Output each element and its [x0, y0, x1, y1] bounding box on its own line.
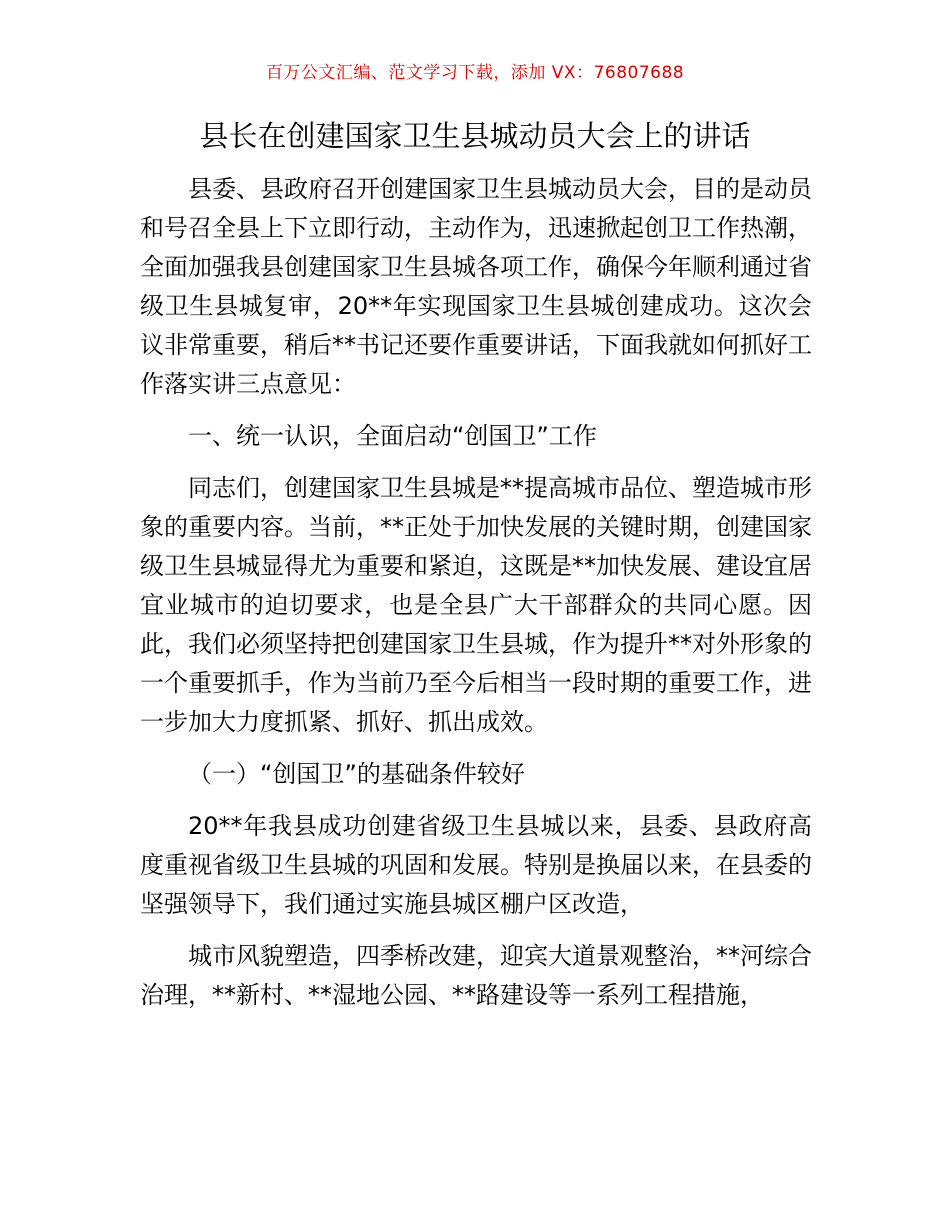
subsection-heading-1: （一）“创国卫”的基础条件较好: [188, 760, 525, 788]
paragraph-continuation: 城市风貌塑造，四季桥改建，迎宾大道景观整治，**河综合治理，**新村、**湿地公园、**路建设等一系列工程措施，: [140, 942, 812, 1009]
section-heading-1: 一、统一认识，全面启动“创国卫”工作: [188, 422, 597, 450]
paragraph-intro: 县委、县政府召开创建国家卫生县城动员大会，目的是动员和号召全县上下立即行动，主动作为，迅速掀起创卫工作热潮，全面加强我县创建国家卫生县城各项工作，确保今年顺利通过省级卫生县城复审，20**年实现国家卫生县城创建成功。这次会议非常重要，稍后**书记还要作重要讲话，下面我就如何抓好工作落实讲三点意见：: [140, 175, 812, 398]
watermark-header: 百万公文汇编、范文学习下载，添加 VX：76807688: [265, 63, 685, 83]
document-title: 县长在创建国家卫生县城动员大会上的讲话: [199, 119, 751, 153]
document-body: [140, 170, 812, 1028]
paragraph-section-1: 同志们，创建国家卫生县城是**提高城市品位、塑造城市形象的重要内容。当前，**正处于加快发展的关键时期，创建国家级卫生县城显得尤为重要和紧迫，这既是**加快发展、建设宜居宜业城市的迫切要求，也是全县广大干部群众的共同心愿。因此，我们必须坚持把创建国家卫生县城，作为提升**对外形象的一个重要抓手，作为当前乃至今后相当一段时期的重要工作，进一步加大力度抓紧、抓好、抓出成效。: [140, 474, 812, 736]
paragraph-subsection-1: 20**年我县成功创建省级卫生县城以来，县委、县政府高度重视省级卫生县城的巩固和发展。特别是换届以来，在县委的坚强领导下，我们通过实施县城区棚户区改造，: [140, 812, 812, 918]
